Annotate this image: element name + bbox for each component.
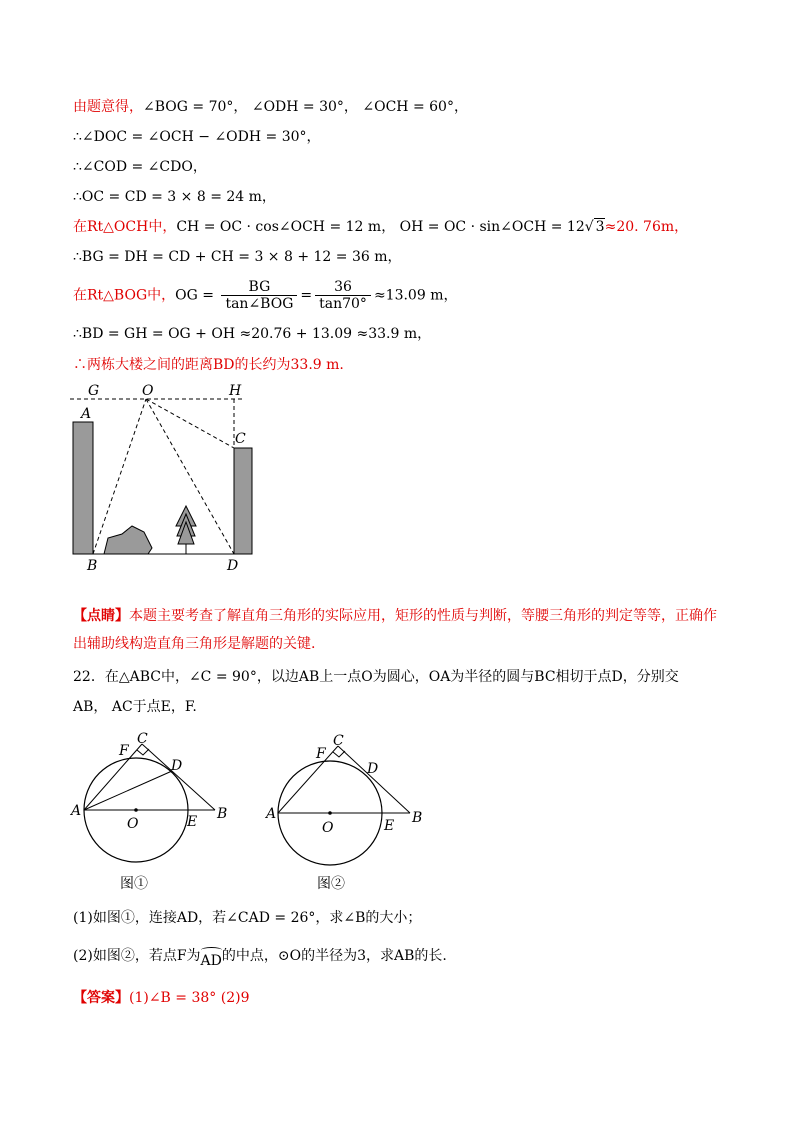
building-cd (234, 448, 252, 554)
fig2-label-c: C (333, 733, 344, 749)
solution-line-2: ∴∠DOC = ∠OCH − ∠ODH = 30°， (73, 129, 321, 145)
solution-conclusion: ∴两栋大楼之间的距离BD的长约为33.9 m. (73, 357, 344, 373)
fig2-label-f: F (316, 746, 326, 762)
fig1-label-a: A (71, 803, 82, 819)
arc-ad: AD (200, 953, 222, 969)
fig1-label-o: O (127, 816, 139, 832)
solution-line-3: ∴∠COD = ∠CDO， (73, 159, 207, 175)
solution-line-8: ∴BD = GH = OG + OH ≈20.76 + 13.09 ≈33.9 m， (73, 326, 432, 342)
solution-line-4: ∴OC = CD = 3 × 8 = 24 m， (73, 189, 276, 205)
label-d: D (227, 558, 239, 574)
fig2-label-b: B (412, 810, 423, 826)
fig1-caption: 图① (120, 876, 148, 892)
subquestion-2: (2)如图②，若点F为AD的中点，⊙O的半径为3，求AB的长. (73, 948, 447, 969)
fig2-label-a: A (266, 806, 277, 822)
solution-line-7: 在Rt△BOG中，OG = $\frac{BG}{\text{tan∠BOG}}$ = $\frac{36}{\tan 70^\circ}$ ≈13.09 m， (73, 279, 458, 312)
label-h: H (229, 383, 242, 399)
subquestion-1: (1)如图①，连接AD，若∠CAD = 26°，求∠B的大小； (73, 910, 422, 926)
rock-shape (104, 526, 152, 554)
label-c: C (235, 431, 246, 447)
fig1-label-f: F (119, 743, 129, 759)
circle-figure-2 (260, 728, 440, 898)
fig1-label-e: E (187, 814, 198, 830)
solution-line-6: ∴BG = DH = CD + CH = 3 × 8 + 12 = 36 m， (73, 249, 402, 265)
tree-icon (176, 506, 196, 554)
label-g: G (88, 383, 100, 399)
fraction-bg-over-tan: $\frac{BG}{\text{tan∠BOG}}$ (221, 279, 297, 312)
answer-line: 【答案】(1)∠B = 38° (2)9 (73, 990, 250, 1006)
fig1-label-c: C (137, 731, 148, 747)
fraction-36-over-tan70: $\frac{36}{\tan 70^\circ}$ (315, 279, 371, 312)
fig2-label-e: E (384, 818, 395, 834)
fig2-label-d: D (367, 761, 379, 777)
solution-line-5: 在Rt△OCH中，CH = OC · cos∠OCH = 12 m， OH = OC · sin∠OCH = 12√ 3≈20. 76m， (73, 219, 689, 235)
label-a: A (81, 406, 92, 422)
fig2-label-o: O (322, 820, 334, 836)
problem-line-1: 22．在△ABC中，∠C = 90°，以边AB上一点O为圆心，OA为半径的圆与BC相切于点D，分别交 (73, 669, 679, 685)
fig2-caption: 图② (317, 876, 345, 892)
problem-line-2: AB， AC于点E，F. (73, 699, 197, 715)
fig1-label-b: B (217, 806, 228, 822)
dashed-line-oc (146, 399, 234, 448)
fig1-label-d: D (171, 758, 183, 774)
building-ab (73, 422, 93, 554)
solution-line-1: 由题意得，∠BOG = 70°， ∠ODH = 30°， ∠OCH = 60°， (73, 99, 468, 115)
label-b: B (87, 558, 98, 574)
buildings-figure (60, 378, 280, 578)
label-o: O (142, 383, 154, 399)
circle-figure-1 (65, 728, 245, 898)
comment-block: 【点睛】本题主要考查了解直角三角形的实际应用，矩形的性质与判断，等腰三角形的判定等等，正确作 出辅助线构造直角三角形是解题的关键. (73, 608, 717, 652)
